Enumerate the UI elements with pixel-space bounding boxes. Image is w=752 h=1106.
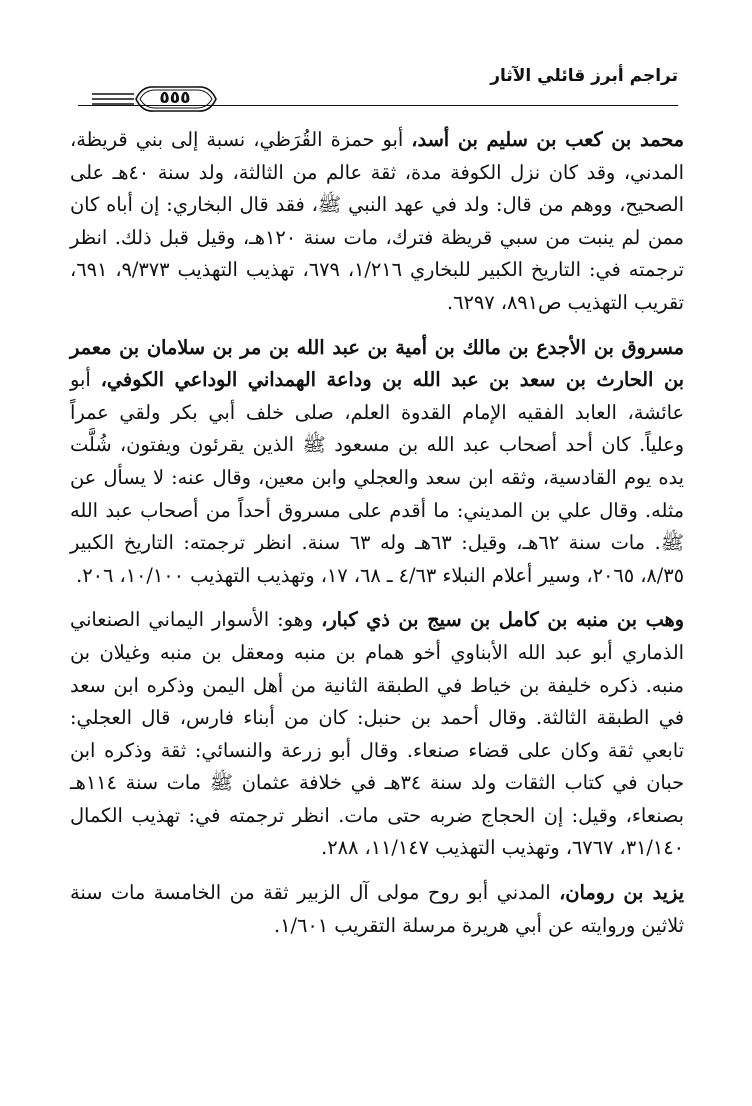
biography-entry (70, 332, 684, 593)
biography-list (70, 124, 684, 954)
page-header (78, 62, 678, 114)
entry-text: المدني أبو روح مولى آل الزبير ثقة من الخامسة مات سنة ثلاثين وروايته عن أبي هريرة مرسلة التقريب ١/٦٠١. (70, 881, 684, 937)
biography-entry (70, 877, 684, 942)
running-title: تراجم أبرز قائلي الآثار (490, 66, 678, 86)
page-number-ornament (92, 84, 262, 114)
entry-name: وهب بن منبه بن كامل بن سيج بن ذي كبار، (321, 608, 684, 632)
biography-entry (70, 124, 684, 320)
entry-name: محمد بن كعب بن سليم بن أسد، (411, 128, 684, 151)
entry-text: أبو عائشة، العابد الفقيه الإمام القدوة العلم، صلى خلف أبي بكر ولقي عمراً وعلياً. كان أحد أصحاب عبد الله بن مسعود ﷺ الذين يقرئون ويفتون، شُلَّت يده يوم القادسية، وثقه ابن سعد والعجلي وابن معين، وقال عنه: لا يسأل عن مثله. وقال علي بن المديني: ما أقدم على مسروق أحداً من أصحاب عبد الله ﷺ. مات سنة ٦٢هـ، وقيل: ٦٣هـ وله ٦٣ سنة. انظر ترجمته: التاريخ الكبير ٨/٣٥، ٢٠٦٥، وسير أعلام النبلاء ٤/٦٣ ـ ٦٨، ١٧، وتهذيب التهذيب ١٠/١٠٠، ٢٠٦. (70, 368, 684, 587)
entry-name: يزيد بن رومان، (559, 881, 684, 905)
page-number: ٥٥٥ (159, 88, 191, 108)
entry-name: مسروق بن الأجدع بن مالك بن أمية بن عبد الله بن مر بن سلامان بن معمر بن الحارث بن سعد بن عبد الله بن وداعة الهمداني الوداعي الكوفي، (70, 335, 684, 392)
biography-entry (70, 604, 684, 865)
header-divider (78, 105, 678, 106)
entry-text: وهو: الأسوار اليماني الصنعاني الذماري أبو عبد الله الأبناوي أخو همام بن منبه ومعقل بن منبه وغيلان بن منبه. ذكره خليفة بن خياط في الطبقة الثانية من أهل اليمن وذكره ابن سعد في الطبقة الثالثة. وقال أحمد بن حنبل: كان من أبناء فارس، قال العجلي: تابعي ثقة وكان على قضاء صنعاء. وقال أبو زرعة والنسائي: ثقة وذكره ابن حبان في كتاب الثقات ولد سنة ٣٤هـ في خلافة عثمان ﷺ مات سنة ١١٤هـ بصنعاء، وقيل: إن الحجاج ضربه حتى مات. انظر ترجمته في: تهذيب الكمال ٣١/١٤٠، ٦٧٦٧، وتهذيب التهذيب ١١/١٤٧، ٢٨٨. (70, 608, 684, 860)
entry-text: أبو حمزة القُرَظي، نسبة إلى بني قريظة، المدني، وقد كان نزل الكوفة مدة، ثقة عالم من الثالثة، ولد سنة ٤٠هـ على الصحيح، ووهم من قال: ولد في عهد النبي ﷺ، فقد قال البخاري: إن أباه كان ممن لم ينبت من سبي قريظة فترك، مات سنة ١٢٠هـ، وقيل قبل ذلك. انظر ترجمته في: التاريخ الكبير للبخاري ١/٢١٦، ٦٧٩، تهذيب التهذيب ٩/٣٧٣، ٦٩١، تقريب التهذيب ص٨٩١، ٦٢٩٧. (70, 128, 684, 314)
